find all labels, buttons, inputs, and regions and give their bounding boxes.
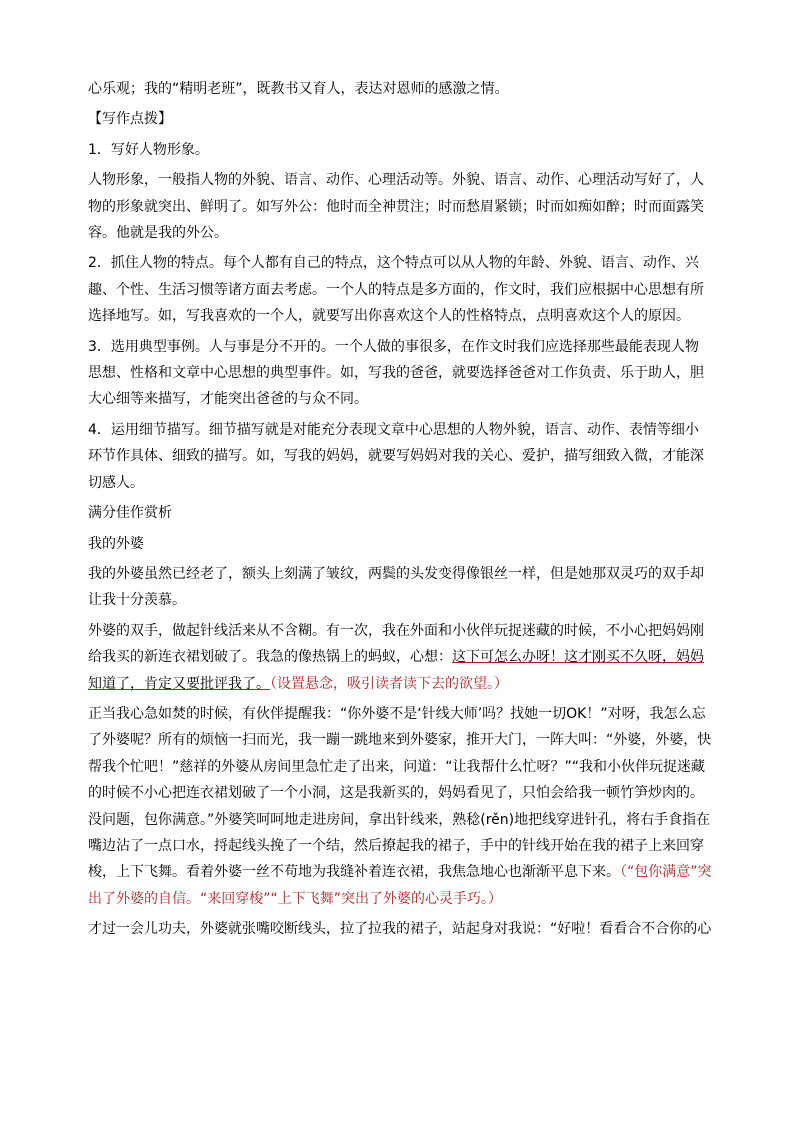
- section-heading-writing-tips: 【写作点拨】: [88, 111, 172, 128]
- tip-4: 4．运用细节描写。细节描写就是对能充分表现文章中心思想的人物外貌，语言、动作、表情等细小环节作具体、细致的描写。如，写我的妈妈，就要写妈妈对我的关心、爱护，描写细致入微，才能深切感人。: [88, 421, 704, 491]
- paragraph-intro-end: 心乐观；我的“精明老班”，既教书又育人，表达对恩师的感激之情。: [88, 81, 509, 97]
- tip-1-heading: 1．写好人物形象。: [88, 141, 209, 158]
- tip-3: 3．选用典型事例。人与事是分不开的。一个人做的事很多，在作文时我们应选择那些最能表现人物思想、性格和文章中心思想的典型事件。如，写我的爸爸，就要选择爸爸对工作负责、乐于助人，胆大心细等来描写，才能突出爸爸的与众不同。: [88, 338, 704, 408]
- essay-paragraph-3: [88, 701, 712, 912]
- essay-p3-text: 正当我心急如焚的时候，有伙伴提醒我：“你外婆不是‘针线大师’吗？找她一切OK！”对呀，我怎么忘了外婆呢？所有的烦恼一扫而光，我一蹦一跳地来到外婆家，推开大门，一阵大叫：“外婆，外婆，快帮我个忙吧！”慈祥的外婆从房间里急忙走了出来，问道：“让我帮什么忙呀？”“我和小伙伴玩捉迷藏的时候不小心把连衣裙划破了一个小洞，这是我新买的，妈妈看见了，只怕会给我一顿竹笋炒肉的。没问题，包你满意。”外婆笑呵呵地走进房间，拿出针线来，熟稔(rěn)地把线穿进针孔，将右手食指在嘴边沾了一点口水，捋起线头挽了一个结，然后撩起我的裙子，手中的针线开始在我的裙子上来回穿梭，上下飞舞。看着外婆一丝不苟地为我缝补着连衣裙，我焦急地心也渐渐平息下来。: [88, 705, 712, 881]
- tip-1-body: 人物形象，一般指人物的外貌、语言、动作、心理活动等。外貌、语言、动作、心理活动写好了，人物的形象就突出、鲜明了。如写外公：他时而全神贯注；时而愁眉紧锁；时而如痴如醉；时而面露笑容。他就是我的外公。: [88, 172, 704, 242]
- essay-paragraph-4: 才过一会儿功夫，外婆就张嘴咬断线头，拉了拉我的裙子，站起身对我说：“好啦！看看合不合你的心: [88, 921, 712, 938]
- essay-p2-text: 外婆的双手，做起针线活来从不含糊。有一次，我在外面和小伙伴玩捉迷藏的时候，不小心把妈妈刚给我买的新连衣裙划破了。我急的像热锅上的蚂蚁，心想：: [88, 622, 704, 666]
- section-heading-model-essay: 满分佳作赏析: [88, 505, 172, 522]
- essay-p2-annotation: （设置悬念，吸引读者读下去的欲望。）: [270, 675, 508, 692]
- essay-paragraph-2: [88, 618, 712, 697]
- essay-p2-underlined-thought: 这下可怎么办呀！这才刚买不久呀，妈妈知道了，肯定又要批评我了。: [88, 649, 704, 692]
- essay-title: 我的外婆: [88, 535, 144, 552]
- document-body: [88, 76, 712, 947]
- essay-paragraph-1: 我的外婆虽然已经老了，额头上刻满了皱纹，两鬓的头发变得像银丝一样，但是她那双灵巧的双手却让我十分羡慕。: [88, 565, 704, 609]
- tip-2: 2．抓住人物的特点。每个人都有自己的特点，这个特点可以从人物的年龄、外貌、语言、动作、兴趣、个性、生活习惯等诸方面去考虑。一个人的特点是多方面的，作文时，我们应根据中心思想有所选择地写。如，写我喜欢的一个人，就要写出你喜欢这个人的性格特点，点明喜欢这个人的原因。: [88, 255, 704, 325]
- essay-p3-annotation: （“包你满意”突出了外婆的自信。“来回穿梭”“上下飞舞”突出了外婆的心灵手巧。）: [88, 864, 712, 907]
